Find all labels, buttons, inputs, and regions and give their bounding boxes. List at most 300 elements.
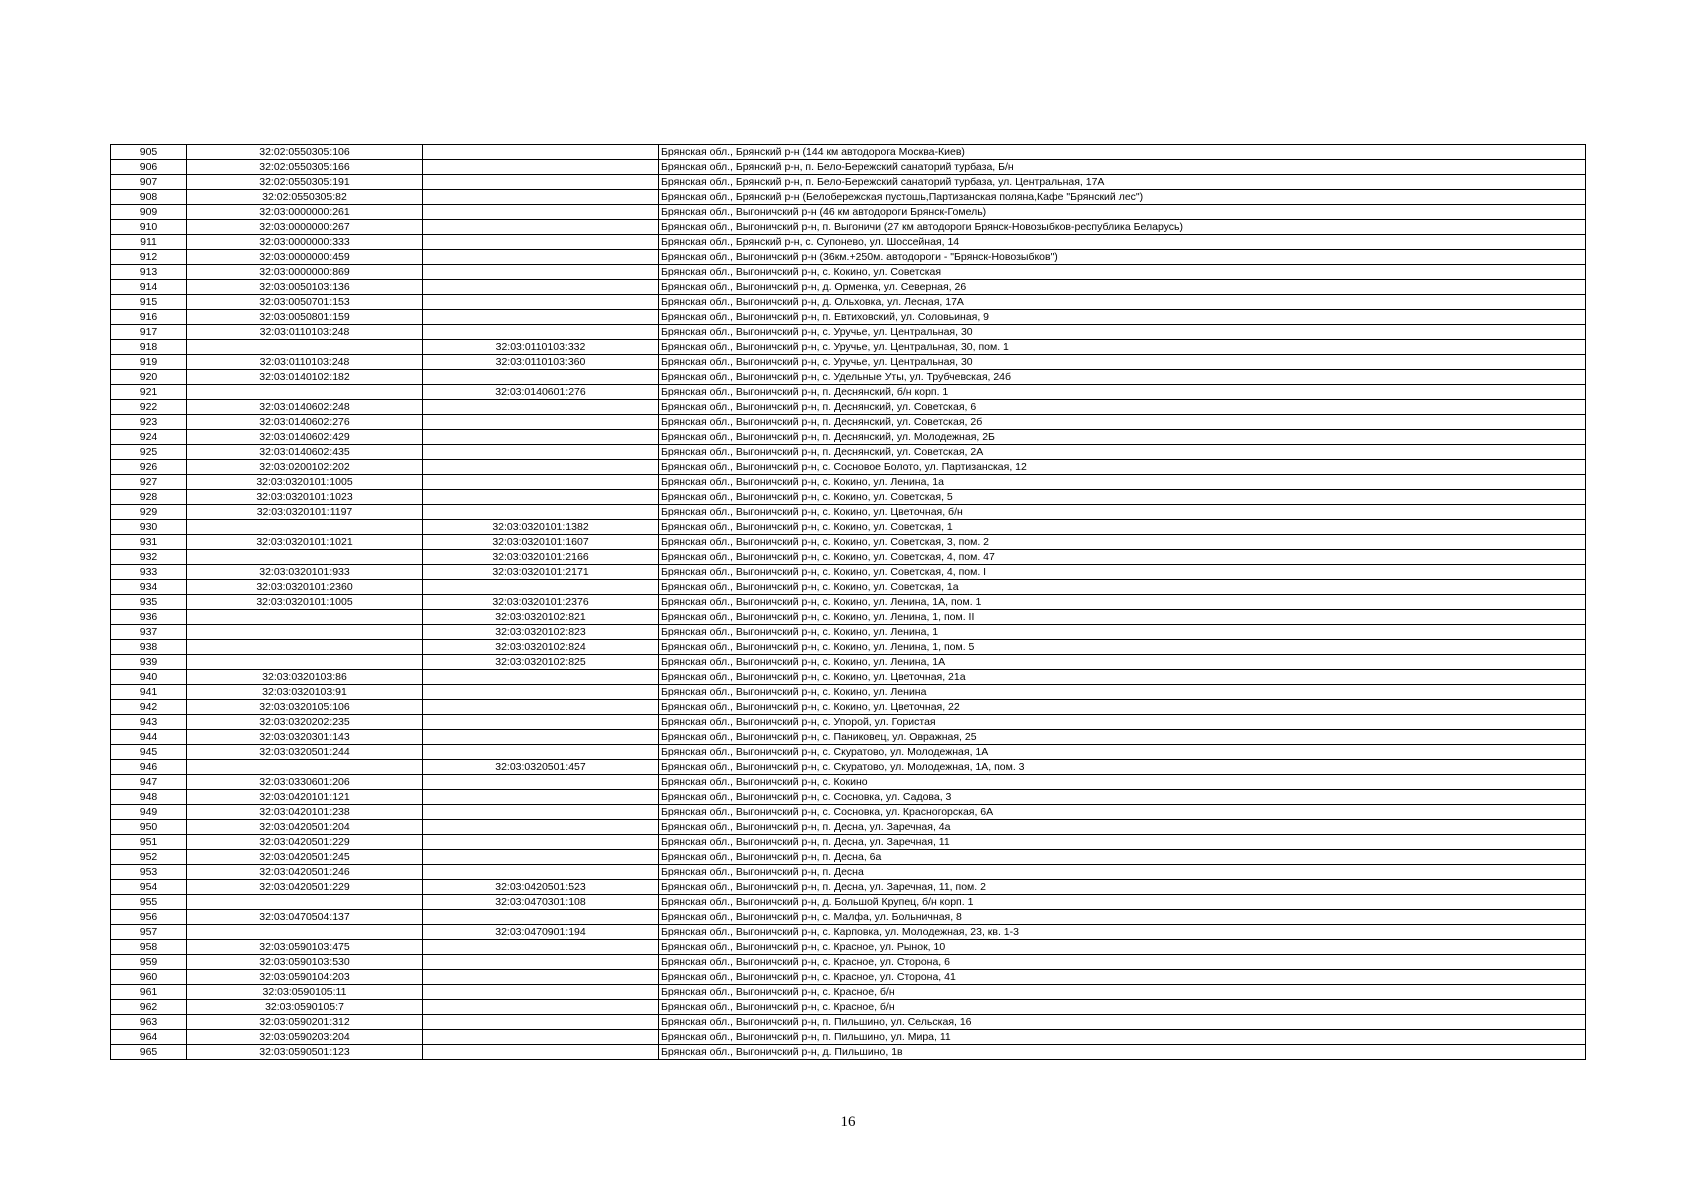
page-number: 16 bbox=[840, 1114, 856, 1130]
table-row bbox=[111, 280, 1586, 295]
cadastral-number-cell bbox=[187, 655, 423, 670]
cadastral-number-cell: 32:03:0320501:244 bbox=[187, 745, 423, 760]
table-row bbox=[111, 295, 1586, 310]
table-row bbox=[111, 190, 1586, 205]
table-row bbox=[111, 325, 1586, 340]
table-row bbox=[111, 205, 1586, 220]
cadastral-number-cell: 32:03:0110103:248 bbox=[187, 325, 423, 340]
address-cell: Брянская обл., Выгоничский р-н, с. Кокино, ул. Ленина, 1, пом. 5 bbox=[659, 640, 1586, 655]
premises-cadastral-number-cell: 32:03:0320101:2376 bbox=[423, 595, 659, 610]
table-row bbox=[111, 535, 1586, 550]
address-cell: Брянская обл., Выгоничский р-н, с. Красное, б/н bbox=[659, 1000, 1586, 1015]
premises-cadastral-number-cell bbox=[423, 475, 659, 490]
table-row bbox=[111, 640, 1586, 655]
cadastral-number-cell: 32:03:0050103:136 bbox=[187, 280, 423, 295]
cadastral-number-cell: 32:03:0140102:182 bbox=[187, 370, 423, 385]
row-number-cell: 910 bbox=[111, 220, 187, 235]
row-number-cell: 954 bbox=[111, 880, 187, 895]
premises-cadastral-number-cell bbox=[423, 685, 659, 700]
table-row bbox=[111, 670, 1586, 685]
table-row bbox=[111, 550, 1586, 565]
cadastral-number-cell bbox=[187, 925, 423, 940]
property-table bbox=[110, 144, 1586, 1060]
cadastral-number-cell: 32:03:0590201:312 bbox=[187, 1015, 423, 1030]
table-row bbox=[111, 775, 1586, 790]
cadastral-number-cell: 32:03:0000000:261 bbox=[187, 205, 423, 220]
cadastral-number-cell: 32:03:0050701:153 bbox=[187, 295, 423, 310]
premises-cadastral-number-cell bbox=[423, 310, 659, 325]
premises-cadastral-number-cell bbox=[423, 730, 659, 745]
table-row bbox=[111, 970, 1586, 985]
row-number-cell: 959 bbox=[111, 955, 187, 970]
premises-cadastral-number-cell bbox=[423, 295, 659, 310]
premises-cadastral-number-cell bbox=[423, 415, 659, 430]
address-cell: Брянская обл., Брянский р-н (Белобережская пустошь,Партизанская поляна,Кафе "Брянский лес") bbox=[659, 190, 1586, 205]
address-cell: Брянская обл., Выгоничский р-н (36км.+250м. автодороги - "Брянск-Новозыбков") bbox=[659, 250, 1586, 265]
cadastral-number-cell: 32:03:0590105:11 bbox=[187, 985, 423, 1000]
address-cell: Брянская обл., Выгоничский р-н, с. Кокино, ул. Советская, 4, пом. I bbox=[659, 565, 1586, 580]
premises-cadastral-number-cell bbox=[423, 250, 659, 265]
row-number-cell: 965 bbox=[111, 1045, 187, 1060]
premises-cadastral-number-cell bbox=[423, 670, 659, 685]
table-row bbox=[111, 625, 1586, 640]
cadastral-number-cell: 32:03:0330601:206 bbox=[187, 775, 423, 790]
premises-cadastral-number-cell bbox=[423, 265, 659, 280]
table-row bbox=[111, 595, 1586, 610]
row-number-cell: 926 bbox=[111, 460, 187, 475]
cadastral-number-cell: 32:03:0470504:137 bbox=[187, 910, 423, 925]
cadastral-number-cell bbox=[187, 760, 423, 775]
premises-cadastral-number-cell bbox=[423, 175, 659, 190]
cadastral-number-cell bbox=[187, 895, 423, 910]
table-row bbox=[111, 415, 1586, 430]
premises-cadastral-number-cell bbox=[423, 1015, 659, 1030]
cadastral-number-cell bbox=[187, 385, 423, 400]
table-row bbox=[111, 790, 1586, 805]
cadastral-number-cell: 32:03:0590105:7 bbox=[187, 1000, 423, 1015]
table-row bbox=[111, 610, 1586, 625]
address-cell: Брянская обл., Брянский р-н, с. Супонево, ул. Шоссейная, 14 bbox=[659, 235, 1586, 250]
row-number-cell: 939 bbox=[111, 655, 187, 670]
row-number-cell: 960 bbox=[111, 970, 187, 985]
cadastral-number-cell: 32:03:0050801:159 bbox=[187, 310, 423, 325]
table-row bbox=[111, 940, 1586, 955]
premises-cadastral-number-cell bbox=[423, 400, 659, 415]
address-cell: Брянская обл., Брянский р-н, п. Бело-Бережский санаторий турбаза, Б/н bbox=[659, 160, 1586, 175]
address-cell: Брянская обл., Выгоничский р-н, п. Пильшино, ул. Сельская, 16 bbox=[659, 1015, 1586, 1030]
cadastral-number-cell: 32:02:0550305:191 bbox=[187, 175, 423, 190]
address-cell: Брянская обл., Выгоничский р-н, с. Кокино, ул. Ленина, 1А bbox=[659, 655, 1586, 670]
premises-cadastral-number-cell: 32:03:0420501:523 bbox=[423, 880, 659, 895]
row-number-cell: 917 bbox=[111, 325, 187, 340]
cadastral-number-cell: 32:03:0140602:276 bbox=[187, 415, 423, 430]
table-row bbox=[111, 355, 1586, 370]
cadastral-number-cell: 32:03:0420501:229 bbox=[187, 835, 423, 850]
row-number-cell: 941 bbox=[111, 685, 187, 700]
table-row bbox=[111, 895, 1586, 910]
row-number-cell: 908 bbox=[111, 190, 187, 205]
cadastral-number-cell: 32:03:0110103:248 bbox=[187, 355, 423, 370]
row-number-cell: 911 bbox=[111, 235, 187, 250]
table-row bbox=[111, 340, 1586, 355]
row-number-cell: 923 bbox=[111, 415, 187, 430]
row-number-cell: 953 bbox=[111, 865, 187, 880]
row-number-cell: 916 bbox=[111, 310, 187, 325]
address-cell: Брянская обл., Выгоничский р-н, с. Кокино, ул. Цветочная, б/н bbox=[659, 505, 1586, 520]
row-number-cell: 924 bbox=[111, 430, 187, 445]
address-cell: Брянская обл., Выгоничский р-н (46 км автодороги Брянск-Гомель) bbox=[659, 205, 1586, 220]
table-row bbox=[111, 265, 1586, 280]
premises-cadastral-number-cell bbox=[423, 775, 659, 790]
cadastral-number-cell: 32:03:0140602:248 bbox=[187, 400, 423, 415]
row-number-cell: 948 bbox=[111, 790, 187, 805]
premises-cadastral-number-cell: 32:03:0320101:1382 bbox=[423, 520, 659, 535]
row-number-cell: 935 bbox=[111, 595, 187, 610]
table-row bbox=[111, 865, 1586, 880]
cadastral-number-cell: 32:03:0140602:435 bbox=[187, 445, 423, 460]
premises-cadastral-number-cell bbox=[423, 220, 659, 235]
address-cell: Брянская обл., Выгоничский р-н, с. Кокино bbox=[659, 775, 1586, 790]
premises-cadastral-number-cell bbox=[423, 1000, 659, 1015]
cadastral-number-cell: 32:03:0320103:86 bbox=[187, 670, 423, 685]
address-cell: Брянская обл., Выгоничский р-н, д. Большой Крупец, б/н корп. 1 bbox=[659, 895, 1586, 910]
table-row bbox=[111, 1030, 1586, 1045]
table-row bbox=[111, 310, 1586, 325]
address-cell: Брянская обл., Выгоничский р-н, с. Упорой, ул. Гористая bbox=[659, 715, 1586, 730]
cadastral-number-cell: 32:03:0000000:267 bbox=[187, 220, 423, 235]
row-number-cell: 905 bbox=[111, 145, 187, 160]
premises-cadastral-number-cell: 32:03:0320102:824 bbox=[423, 640, 659, 655]
row-number-cell: 907 bbox=[111, 175, 187, 190]
cadastral-number-cell: 32:03:0320103:91 bbox=[187, 685, 423, 700]
address-cell: Брянская обл., Выгоничский р-н, п. Деснянский, ул. Советская, 6 bbox=[659, 400, 1586, 415]
row-number-cell: 940 bbox=[111, 670, 187, 685]
address-cell: Брянская обл., Выгоничский р-н, п. Десна, ул. Заречная, 11, пом. 2 bbox=[659, 880, 1586, 895]
premises-cadastral-number-cell bbox=[423, 700, 659, 715]
table-row bbox=[111, 445, 1586, 460]
cadastral-number-cell: 32:03:0320202:235 bbox=[187, 715, 423, 730]
premises-cadastral-number-cell bbox=[423, 370, 659, 385]
table-row bbox=[111, 460, 1586, 475]
premises-cadastral-number-cell bbox=[423, 745, 659, 760]
table-row bbox=[111, 520, 1586, 535]
table-row bbox=[111, 250, 1586, 265]
cadastral-number-cell: 32:02:0550305:82 bbox=[187, 190, 423, 205]
address-cell: Брянская обл., Выгоничский р-н, п. Евтиховский, ул. Соловьиная, 9 bbox=[659, 310, 1586, 325]
table-row bbox=[111, 700, 1586, 715]
row-number-cell: 955 bbox=[111, 895, 187, 910]
address-cell: Брянская обл., Выгоничский р-н, с. Малфа, ул. Больничная, 8 bbox=[659, 910, 1586, 925]
row-number-cell: 929 bbox=[111, 505, 187, 520]
table-row bbox=[111, 925, 1586, 940]
premises-cadastral-number-cell bbox=[423, 850, 659, 865]
address-cell: Брянская обл., Выгоничский р-н, с. Кокино, ул. Ленина, 1, пом. II bbox=[659, 610, 1586, 625]
row-number-cell: 912 bbox=[111, 250, 187, 265]
row-number-cell: 964 bbox=[111, 1030, 187, 1045]
row-number-cell: 920 bbox=[111, 370, 187, 385]
row-number-cell: 928 bbox=[111, 490, 187, 505]
cadastral-number-cell: 32:03:0420501:246 bbox=[187, 865, 423, 880]
address-cell: Брянская обл., Выгоничский р-н, с. Кокино, ул. Ленина, 1А, пом. 1 bbox=[659, 595, 1586, 610]
cadastral-number-cell: 32:03:0320105:106 bbox=[187, 700, 423, 715]
address-cell: Брянская обл., Выгоничский р-н, п. Десна, ул. Заречная, 11 bbox=[659, 835, 1586, 850]
cadastral-number-cell bbox=[187, 340, 423, 355]
address-cell: Брянская обл., Выгоничский р-н, с. Скуратово, ул. Молодежная, 1А bbox=[659, 745, 1586, 760]
address-cell: Брянская обл., Выгоничский р-н, с. Сосновое Болото, ул. Партизанская, 12 bbox=[659, 460, 1586, 475]
table-row bbox=[111, 835, 1586, 850]
premises-cadastral-number-cell bbox=[423, 910, 659, 925]
cadastral-number-cell: 32:02:0550305:106 bbox=[187, 145, 423, 160]
cadastral-number-cell bbox=[187, 640, 423, 655]
cadastral-number-cell: 32:03:0000000:333 bbox=[187, 235, 423, 250]
premises-cadastral-number-cell bbox=[423, 955, 659, 970]
premises-cadastral-number-cell: 32:03:0140601:276 bbox=[423, 385, 659, 400]
address-cell: Брянская обл., Выгоничский р-н, с. Красное, ул. Сторона, 41 bbox=[659, 970, 1586, 985]
row-number-cell: 921 bbox=[111, 385, 187, 400]
address-cell: Брянская обл., Выгоничский р-н, п. Деснянский, б/н корп. 1 bbox=[659, 385, 1586, 400]
cadastral-number-cell: 32:03:0590203:204 bbox=[187, 1030, 423, 1045]
table-row bbox=[111, 685, 1586, 700]
row-number-cell: 938 bbox=[111, 640, 187, 655]
premises-cadastral-number-cell bbox=[423, 235, 659, 250]
table-row bbox=[111, 1015, 1586, 1030]
premises-cadastral-number-cell bbox=[423, 865, 659, 880]
row-number-cell: 930 bbox=[111, 520, 187, 535]
row-number-cell: 925 bbox=[111, 445, 187, 460]
premises-cadastral-number-cell bbox=[423, 970, 659, 985]
premises-cadastral-number-cell bbox=[423, 1030, 659, 1045]
cadastral-number-cell: 32:03:0320101:1023 bbox=[187, 490, 423, 505]
cadastral-number-cell: 32:03:0420101:121 bbox=[187, 790, 423, 805]
address-cell: Брянская обл., Выгоничский р-н, с. Красное, ул. Рынок, 10 bbox=[659, 940, 1586, 955]
row-number-cell: 950 bbox=[111, 820, 187, 835]
address-cell: Брянская обл., Выгоничский р-н, с. Красное, б/н bbox=[659, 985, 1586, 1000]
row-number-cell: 944 bbox=[111, 730, 187, 745]
premises-cadastral-number-cell bbox=[423, 940, 659, 955]
row-number-cell: 913 bbox=[111, 265, 187, 280]
table-row bbox=[111, 850, 1586, 865]
address-cell: Брянская обл., Брянский р-н, п. Бело-Бережский санаторий турбаза, ул. Центральная, 17А bbox=[659, 175, 1586, 190]
table-row bbox=[111, 715, 1586, 730]
cadastral-number-cell: 32:03:0420501:204 bbox=[187, 820, 423, 835]
address-cell: Брянская обл., Выгоничский р-н, с. Кокино, ул. Ленина, 1 bbox=[659, 625, 1586, 640]
row-number-cell: 945 bbox=[111, 745, 187, 760]
table-row bbox=[111, 160, 1586, 175]
row-number-cell: 931 bbox=[111, 535, 187, 550]
table-row bbox=[111, 955, 1586, 970]
cadastral-number-cell bbox=[187, 610, 423, 625]
cadastral-number-cell: 32:03:0590103:530 bbox=[187, 955, 423, 970]
premises-cadastral-number-cell bbox=[423, 820, 659, 835]
premises-cadastral-number-cell bbox=[423, 460, 659, 475]
table-row bbox=[111, 430, 1586, 445]
premises-cadastral-number-cell: 32:03:0470301:108 bbox=[423, 895, 659, 910]
address-cell: Брянская обл., Выгоничский р-н, п. Деснянский, ул. Молодежная, 2Б bbox=[659, 430, 1586, 445]
cadastral-number-cell bbox=[187, 625, 423, 640]
premises-cadastral-number-cell: 32:03:0320102:825 bbox=[423, 655, 659, 670]
table-row bbox=[111, 745, 1586, 760]
premises-cadastral-number-cell: 32:03:0320102:821 bbox=[423, 610, 659, 625]
premises-cadastral-number-cell bbox=[423, 805, 659, 820]
table-row bbox=[111, 985, 1586, 1000]
cadastral-number-cell: 32:03:0320101:1005 bbox=[187, 595, 423, 610]
table-row bbox=[111, 400, 1586, 415]
row-number-cell: 949 bbox=[111, 805, 187, 820]
table-row bbox=[111, 370, 1586, 385]
premises-cadastral-number-cell bbox=[423, 790, 659, 805]
premises-cadastral-number-cell bbox=[423, 490, 659, 505]
address-cell: Брянская обл., Выгоничский р-н, с. Кокино, ул. Советская, 5 bbox=[659, 490, 1586, 505]
address-cell: Брянская обл., Выгоничский р-н, с. Уручье, ул. Центральная, 30, пом. 1 bbox=[659, 340, 1586, 355]
row-number-cell: 958 bbox=[111, 940, 187, 955]
cadastral-number-cell: 32:03:0590104:203 bbox=[187, 970, 423, 985]
address-cell: Брянская обл., Выгоничский р-н, с. Уручье, ул. Центральная, 30 bbox=[659, 355, 1586, 370]
cadastral-number-cell bbox=[187, 550, 423, 565]
premises-cadastral-number-cell bbox=[423, 430, 659, 445]
row-number-cell: 946 bbox=[111, 760, 187, 775]
row-number-cell: 922 bbox=[111, 400, 187, 415]
cadastral-number-cell: 32:03:0200102:202 bbox=[187, 460, 423, 475]
premises-cadastral-number-cell bbox=[423, 205, 659, 220]
table-row bbox=[111, 490, 1586, 505]
cadastral-number-cell: 32:03:0000000:869 bbox=[187, 265, 423, 280]
premises-cadastral-number-cell bbox=[423, 715, 659, 730]
cadastral-number-cell: 32:03:0420101:238 bbox=[187, 805, 423, 820]
premises-cadastral-number-cell bbox=[423, 985, 659, 1000]
address-cell: Брянская обл., Выгоничский р-н, с. Карповка, ул. Молодежная, 23, кв. 1-3 bbox=[659, 925, 1586, 940]
row-number-cell: 956 bbox=[111, 910, 187, 925]
cadastral-number-cell: 32:03:0320301:143 bbox=[187, 730, 423, 745]
row-number-cell: 951 bbox=[111, 835, 187, 850]
table-row bbox=[111, 145, 1586, 160]
cadastral-number-cell: 32:03:0320101:1021 bbox=[187, 535, 423, 550]
premises-cadastral-number-cell: 32:03:0320501:457 bbox=[423, 760, 659, 775]
premises-cadastral-number-cell bbox=[423, 580, 659, 595]
address-cell: Брянская обл., Выгоничский р-н, с. Уручье, ул. Центральная, 30 bbox=[659, 325, 1586, 340]
cadastral-number-cell: 32:03:0420501:245 bbox=[187, 850, 423, 865]
premises-cadastral-number-cell: 32:03:0470901:194 bbox=[423, 925, 659, 940]
address-cell: Брянская обл., Выгоничский р-н, с. Удельные Уты, ул. Трубчевская, 24б bbox=[659, 370, 1586, 385]
row-number-cell: 934 bbox=[111, 580, 187, 595]
row-number-cell: 961 bbox=[111, 985, 187, 1000]
row-number-cell: 932 bbox=[111, 550, 187, 565]
address-cell: Брянская обл., Выгоничский р-н, д. Ольховка, ул. Лесная, 17А bbox=[659, 295, 1586, 310]
cadastral-number-cell: 32:03:0590501:123 bbox=[187, 1045, 423, 1060]
row-number-cell: 927 bbox=[111, 475, 187, 490]
address-cell: Брянская обл., Выгоничский р-н, д. Орменка, ул. Северная, 26 bbox=[659, 280, 1586, 295]
cadastral-number-cell: 32:03:0320101:933 bbox=[187, 565, 423, 580]
address-cell: Брянская обл., Выгоничский р-н, п. Деснянский, ул. Советская, 2б bbox=[659, 415, 1586, 430]
row-number-cell: 933 bbox=[111, 565, 187, 580]
address-cell: Брянская обл., Выгоничский р-н, с. Красное, ул. Сторона, 6 bbox=[659, 955, 1586, 970]
table-row bbox=[111, 805, 1586, 820]
table-row bbox=[111, 220, 1586, 235]
table-row bbox=[111, 175, 1586, 190]
premises-cadastral-number-cell: 32:03:0320101:2171 bbox=[423, 565, 659, 580]
table-row bbox=[111, 730, 1586, 745]
table-row bbox=[111, 820, 1586, 835]
row-number-cell: 957 bbox=[111, 925, 187, 940]
table-row bbox=[111, 475, 1586, 490]
row-number-cell: 918 bbox=[111, 340, 187, 355]
address-cell: Брянская обл., Выгоничский р-н, п. Десна bbox=[659, 865, 1586, 880]
row-number-cell: 914 bbox=[111, 280, 187, 295]
table-row bbox=[111, 505, 1586, 520]
row-number-cell: 919 bbox=[111, 355, 187, 370]
address-cell: Брянская обл., Выгоничский р-н, п. Десна, 6а bbox=[659, 850, 1586, 865]
address-cell: Брянская обл., Выгоничский р-н, с. Кокино, ул. Ленина, 1а bbox=[659, 475, 1586, 490]
address-cell: Брянская обл., Выгоничский р-н, с. Скуратово, ул. Молодежная, 1А, пом. 3 bbox=[659, 760, 1586, 775]
table-row bbox=[111, 655, 1586, 670]
row-number-cell: 937 bbox=[111, 625, 187, 640]
row-number-cell: 906 bbox=[111, 160, 187, 175]
address-cell: Брянская обл., Выгоничский р-н, с. Кокино, ул. Ленина bbox=[659, 685, 1586, 700]
row-number-cell: 909 bbox=[111, 205, 187, 220]
table-row bbox=[111, 880, 1586, 895]
table-body bbox=[111, 145, 1586, 1060]
address-cell: Брянская обл., Выгоничский р-н, п. Пильшино, ул. Мира, 11 bbox=[659, 1030, 1586, 1045]
premises-cadastral-number-cell bbox=[423, 280, 659, 295]
premises-cadastral-number-cell: 32:03:0110103:360 bbox=[423, 355, 659, 370]
address-cell: Брянская обл., Выгоничский р-н, с. Кокино, ул. Цветочная, 21а bbox=[659, 670, 1586, 685]
address-cell: Брянская обл., Выгоничский р-н, с. Сосновка, ул. Садова, 3 bbox=[659, 790, 1586, 805]
cadastral-number-cell bbox=[187, 520, 423, 535]
row-number-cell: 952 bbox=[111, 850, 187, 865]
cadastral-number-cell: 32:03:0590103:475 bbox=[187, 940, 423, 955]
table-row bbox=[111, 760, 1586, 775]
address-cell: Брянская обл., Выгоничский р-н, д. Пильшино, 1в bbox=[659, 1045, 1586, 1060]
table-row bbox=[111, 235, 1586, 250]
table-row bbox=[111, 565, 1586, 580]
address-cell: Брянская обл., Выгоничский р-н, с. Кокино, ул. Советская, 1а bbox=[659, 580, 1586, 595]
address-cell: Брянская обл., Выгоничский р-н, с. Кокино, ул. Цветочная, 22 bbox=[659, 700, 1586, 715]
address-cell: Брянская обл., Выгоничский р-н, с. Кокино, ул. Советская, 1 bbox=[659, 520, 1586, 535]
cadastral-number-cell: 32:03:0420501:229 bbox=[187, 880, 423, 895]
premises-cadastral-number-cell bbox=[423, 145, 659, 160]
premises-cadastral-number-cell bbox=[423, 190, 659, 205]
premises-cadastral-number-cell: 32:03:0320102:823 bbox=[423, 625, 659, 640]
row-number-cell: 915 bbox=[111, 295, 187, 310]
address-cell: Брянская обл., Выгоничский р-н, с. Сосновка, ул. Красногорская, 6А bbox=[659, 805, 1586, 820]
row-number-cell: 947 bbox=[111, 775, 187, 790]
row-number-cell: 943 bbox=[111, 715, 187, 730]
premises-cadastral-number-cell bbox=[423, 505, 659, 520]
premises-cadastral-number-cell bbox=[423, 160, 659, 175]
table-row bbox=[111, 580, 1586, 595]
address-cell: Брянская обл., Брянский р-н (144 км автодорога Москва-Киев) bbox=[659, 145, 1586, 160]
address-cell: Брянская обл., Выгоничский р-н, с. Паниковец, ул. Овражная, 25 bbox=[659, 730, 1586, 745]
row-number-cell: 942 bbox=[111, 700, 187, 715]
table-row bbox=[111, 1000, 1586, 1015]
address-cell: Брянская обл., Выгоничский р-н, п. Выгоничи (27 км автодороги Брянск-Новозыбков-республика Беларусь) bbox=[659, 220, 1586, 235]
address-cell: Брянская обл., Выгоничский р-н, п. Деснянский, ул. Советская, 2А bbox=[659, 445, 1586, 460]
cadastral-number-cell: 32:03:0140602:429 bbox=[187, 430, 423, 445]
premises-cadastral-number-cell bbox=[423, 325, 659, 340]
row-number-cell: 936 bbox=[111, 610, 187, 625]
row-number-cell: 963 bbox=[111, 1015, 187, 1030]
address-cell: Брянская обл., Выгоничский р-н, с. Кокино, ул. Советская, 3, пом. 2 bbox=[659, 535, 1586, 550]
premises-cadastral-number-cell: 32:03:0320101:1607 bbox=[423, 535, 659, 550]
cadastral-number-cell: 32:03:0320101:2360 bbox=[187, 580, 423, 595]
premises-cadastral-number-cell bbox=[423, 1045, 659, 1060]
table-row bbox=[111, 385, 1586, 400]
premises-cadastral-number-cell: 32:03:0320101:2166 bbox=[423, 550, 659, 565]
cadastral-number-cell: 32:03:0320101:1005 bbox=[187, 475, 423, 490]
premises-cadastral-number-cell bbox=[423, 445, 659, 460]
table-row bbox=[111, 910, 1586, 925]
address-cell: Брянская обл., Выгоничский р-н, с. Кокино, ул. Советская bbox=[659, 265, 1586, 280]
table-row bbox=[111, 1045, 1586, 1060]
